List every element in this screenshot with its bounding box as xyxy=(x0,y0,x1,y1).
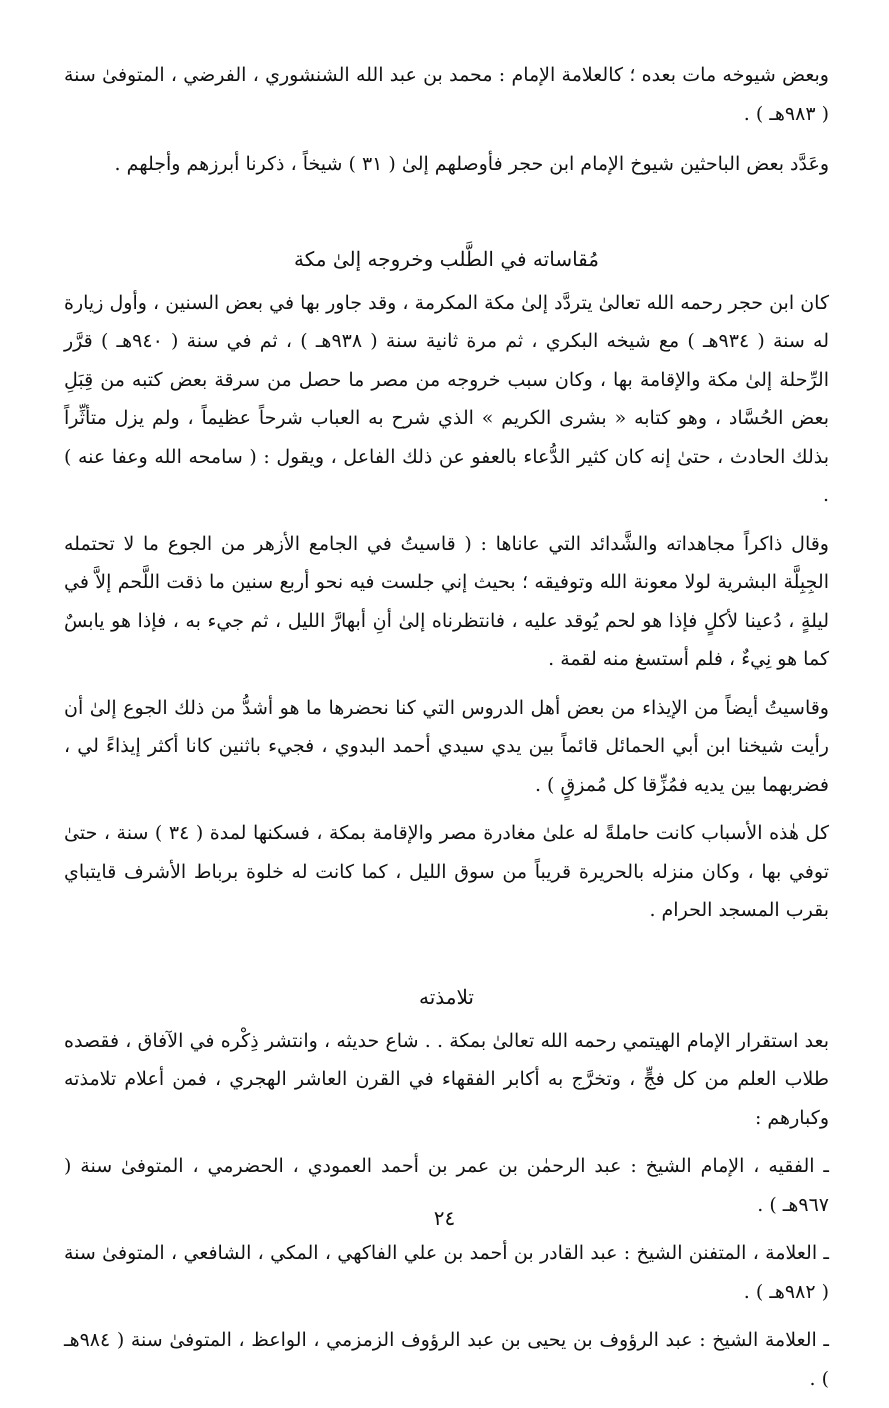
paragraph-teachers-after: وبعض شيوخه مات بعده ؛ كالعلامة الإمام : محمد بن عبد الله الشنشوري ، الفرضي ، المتوفىٰ سنة ( ٩٨٣هـ ) . xyxy=(64,64,829,125)
paragraph-teachers-count: وعَدَّد بعض الباحثين شيوخ الإمام ابن حجر فأوصلهم إلىٰ ( ٣١ ) شيخاً ، ذكرنا أبرزهم وأجلهم . xyxy=(114,153,829,175)
section-heading-hardships: مُقاساته في الطَّلب وخروجه إلىٰ مكة xyxy=(294,246,599,271)
section-heading-students: تلامذته xyxy=(419,984,474,1009)
paragraph-struggles-azhar: وقال ذاكراً مجاهداته والشَّدائد التي عاناها : ( قاسيتُ في الجامع الأزهر من الجوع ما لا تحتمله الجِبِلَّة البشرية لولا معونة الله وتوفيقه ؛ بحيث إني جلست فيه نحو أربع سنين ما ذقت اللَّحم إلاَّ في ليلةٍ ، دُعينا لأكلٍ فإذا هو لحم يُوقد عليه ، فانتظرناه إلىٰ أنِ أبهارَّ الليل ، ثم جيء به ، فإذا هو يابسٌ كما هو نِيءٌ ، فلم أستسغ منه لقمة . xyxy=(64,532,829,670)
paragraph-travel-to-mecca: كان ابن حجر رحمه الله تعالىٰ يتردَّد إلىٰ مكة المكرمة ، وقد جاور بها في بعض السنين ، وأول زيارة له سنة ( ٩٣٤هـ ) مع شيخه البكري ، ثم مرة ثانية سنة ( ٩٣٨هـ ) ، ثم في سنة ( ٩٤٠هـ ) قرَّر الرِّحلة إلىٰ مكة والإقامة بها ، وكان سبب خروجه من مصر ما حصل من سرقة بعض كتبه من قِبَلِ بعض الحُسَّاد ، وهو كتابه « بشرى الكريم » الذي شرح به العباب شرحاً عظيماً ، ولم يزل متأثِّراً بذلك الحادث ، حتىٰ إنه كان كثير الدُّعاء بالعفو عن ذلك الفاعل ، ويقول : ( سامحه الله وعفا عنه ) . xyxy=(64,291,830,506)
paragraph-harm-from-peers: وقاسيتُ أيضاً من الإيذاء من بعض أهل الدروس التي كنا نحضرها ما هو أشدُّ من ذلك الجوع إلىٰ أن رأيت شيخنا ابن أبي الحمائل قائماً بين يدي سيدي أحمد البدوي ، فجيء باثنين كانا أكثر إيذاءً لي ، فضربهما بين يديه فمُزِّقا كل مُمزقٍ ) . xyxy=(64,696,829,796)
section-students xyxy=(64,978,829,1399)
section-hardships xyxy=(64,240,829,930)
page-number: ٢٤ xyxy=(433,1206,456,1230)
student-list-item: ـ العلامة الشيخ : عبد الرؤوف بن يحيى بن عبد الرؤوف الزمزمي ، الواعظ ، المتوفىٰ سنة ( ٩٨٤هـ ) . xyxy=(64,1329,829,1390)
paragraph-students-intro: بعد استقرار الإمام الهيتمي رحمه الله تعالىٰ بمكة . . شاع حديثه ، وانتشر ذِكْره في الآفاق ، فقصده طلاب العلم من كل فجٍّ ، وتخرَّج به أكابر الفقهاء في القرن العاشر الهجري ، فمن أعلام تلامذته وكبارهم : xyxy=(64,1029,829,1129)
paragraph-settling-in-mecca: كل هٰذه الأسباب كانت حاملةً له علىٰ مغادرة مصر والإقامة بمكة ، فسكنها لمدة ( ٣٤ ) سنة ، حتىٰ توفي بها ، وكان منزله بالحريرة قريباً من سوق الليل ، كما كانت له خلوة برباط الأشرف قايتباي بقرب المسجد الحرام . xyxy=(64,822,829,921)
student-list-item: ـ العلامة ، المتفنن الشيخ : عبد القادر بن أحمد بن علي الفاكهي ، المكي ، الشافعي ، المتوفىٰ سنة ( ٩٨٢هـ ) . xyxy=(64,1242,829,1303)
student-list-item: ـ الفقيه ، الإمام الشيخ : عبد الرحمٰن بن عمر بن أحمد العمودي ، الحضرمي ، المتوفىٰ سنة ( ٩٦٧هـ ) . xyxy=(64,1155,829,1216)
